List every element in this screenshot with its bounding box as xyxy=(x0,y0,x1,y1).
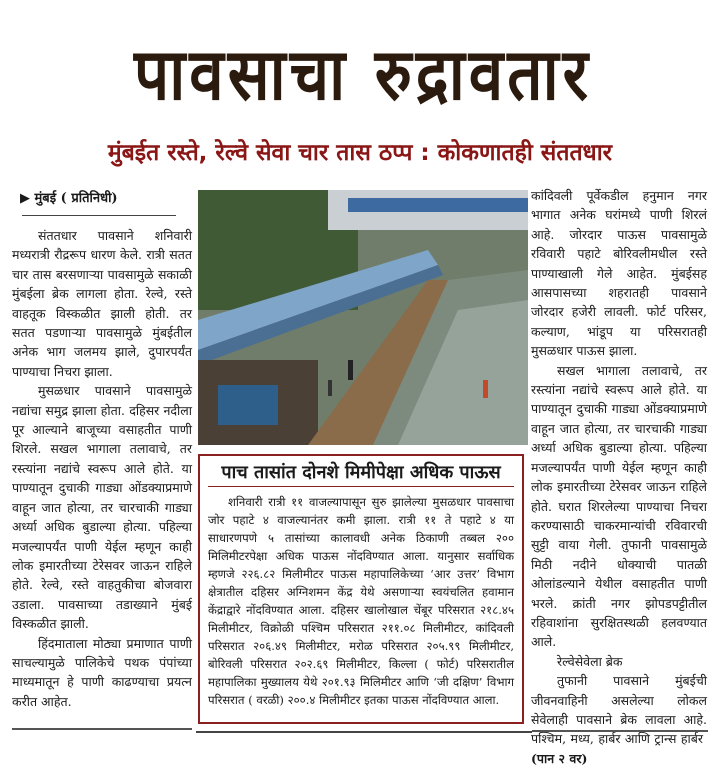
boxed-article-title: पाच तासांत दोनशे मिमीपेक्षा अधिक पाऊस xyxy=(208,460,514,487)
paragraph-text: तुफानी पावसाने मुंबईची जीवनवाहिनी असलेल्या लोकल सेवेलाही पावसाने ब्रेक लावला आहे. पश्चिम, मध्य, हार्बर आणि ट्रान्स हार्बर xyxy=(531,673,707,747)
paragraph: सखल भागाला तलावाचे, तर रस्त्यांना नद्यांचे स्वरूप आले होते. या पाण्यातून दुचाकी गाड्या ओंडक्याप्रमाणे वाहून जात होत्या, तर चारचाकी गाड्या अर्ध्या अधिक बुडाल्या होत्या. पहिल्या मजल्यापर्यंत पाणी येईल म्हणून काही लोक इमारतीच्या टेरेसवर जाऊन राहिले होते. घरात शिरलेल्या पाण्याचा निचरा करण्यासाठी चाकरमान्यांची रविवारची सुट्टी वाया गेली. तुफानी पावसामुळे मिठी नदीने धोक्याची पातळी ओलांडल्याने येथील वसाहतीत पाणी भरले. क्रांती नगर झोपडपट्टीतील रहिवाशांना सुरक्षितस्थळी हलवण्यात आले. xyxy=(531,362,707,650)
boxed-article xyxy=(198,454,524,724)
divider xyxy=(12,728,192,730)
triangle-bullet-icon: ▶ xyxy=(20,191,30,206)
subheading: रेल्वेसेवेला ब्रेक xyxy=(557,653,623,669)
paragraph: मुसळधार पावसाने पावसामुळे नद्यांचा समुद्र झाला होता. दहिसर नदीला पूर आल्याने बाजूच्या वसाहतीत पाणी शिरले. सखल भागाला तलावाचे, तर रस्त्यांना नद्यांचे स्वरूप आले होते. या पाण्यातून दुचाकी गाड्या ओंडक्याप्रमाणे वाहून जात होत्या, तर चारचाकी गाड्या अर्ध्या अधिक बुडाल्या होत्या. पहिल्या मजल्यापर्यंत पाणी येईल म्हणून काही लोक इमारतीच्या टेरेसवर जाऊन राहिले होते. रेल्वे, रस्ते वाहतुकीचा बोजवारा उडाला. पावसाच्या तडाख्याने मुंबई विस्कळीत झाली. xyxy=(12,383,192,632)
boxed-article-body: शनिवारी रात्री ११ वाजल्यापासून सुरु झालेल्या मुसळधार पावसाचा जोर पहाटे ४ वाजल्यानंतर कमी झाला. रात्री ११ ते पहाटे ४ या साधारणपणे ५ तासांच्या कालावधी अनेक ठिकाणी तब्बल २०० मिलिमीटरपेक्षा अधिक पाऊस नोंदविण्यात आला. यानुसार सर्वाधिक म्हणजे २२६.८२ मिलीमीटर पाऊस महापालिकेच्या ‘आर उत्तर’ विभाग क्षेत्रातील दहिसर अग्निशमन केंद्र येथे असणाऱ्या स्वयंचलित हवामान केंद्राद्वारे नोंदविण्यात आला. दहिसर खालोखाल चेंबूर परिसरात २१८.४५ मिलीमीटर, विक्रोळी पश्चिम परिसरात २११.०८ मिलीमीटर, कांदिवली परिसरात २०६.४९ मिलीमीटर, मरोळ परिसरात २०५.९९ मिलीमीटर, बोरिवली परिसरात २०२.६९ मिलीमीटर, किल्ला ( फोर्ट) परिसरातील महापालिका मुख्यालय येथे २०१.९३ मिलिमीटर आणि ‘जी दक्षिण’ विभाग परिसरात ( वरळी) २००.४ मिलीमीटर इतका पाऊस नोंदविण्यात आला. xyxy=(208,495,514,707)
paragraph: हिंदमाताला मोठ्या प्रमाणात पाणी साचल्यामुळे पालिकेचे पथक पंपांच्या माध्यमातून हे पाणी काढण्याचा प्रयत्न करीत आहेत. xyxy=(12,635,192,709)
byline-text: मुंबई ( प्रतिनिधी) xyxy=(34,191,118,206)
divider xyxy=(532,730,708,732)
paragraph xyxy=(531,671,707,768)
flooded-railway-station-photo xyxy=(198,190,528,445)
paragraph: संततधार पावसाने शनिवारी मध्यरात्री रौद्ररूप धारण केले. रात्री सतत चार तास बरसणाऱ्या पावसामुळे सकाळी मुंबईला ब्रेक लागला होता. रेल्वे, रस्ते वाहतूक विस्कळीत झाली होती. तर सतत पडणाऱ्या पावसामुळे मुंबईतील अनेक भाग जलमय झाले, दुपारपर्यंत पाण्याचा निचरा झाला. xyxy=(12,228,192,379)
right-column xyxy=(531,186,707,768)
left-column xyxy=(12,226,192,711)
subheadline: मुंबईत रस्ते, रेल्वे सेवा चार तास ठप्प : कोकणातही संततधार xyxy=(107,140,613,166)
divider xyxy=(22,215,176,216)
divider xyxy=(196,731,532,733)
headline: पावसाचा रुद्रावतार xyxy=(133,32,592,117)
byline xyxy=(20,188,118,206)
continuation-link[interactable]: (पान २ वर) xyxy=(531,750,588,766)
paragraph: कांदिवली पूर्वेकडील हनुमान नगर भागात अनेक घरांमध्ये पाणी शिरलं आहे. जोरदार पाऊस पावसामुळे रविवारी पहाटे बोरिवलीमधील रस्ते पाण्याखाली गेले आहेत. मुंबईसह आसपासच्या शहरातही पावसाने जोरदार हजेरी लावली. फोर्ट परिसर, कल्याण, भांडूप या परिसरातही मुसळधार पाऊस झाला. xyxy=(531,188,707,359)
